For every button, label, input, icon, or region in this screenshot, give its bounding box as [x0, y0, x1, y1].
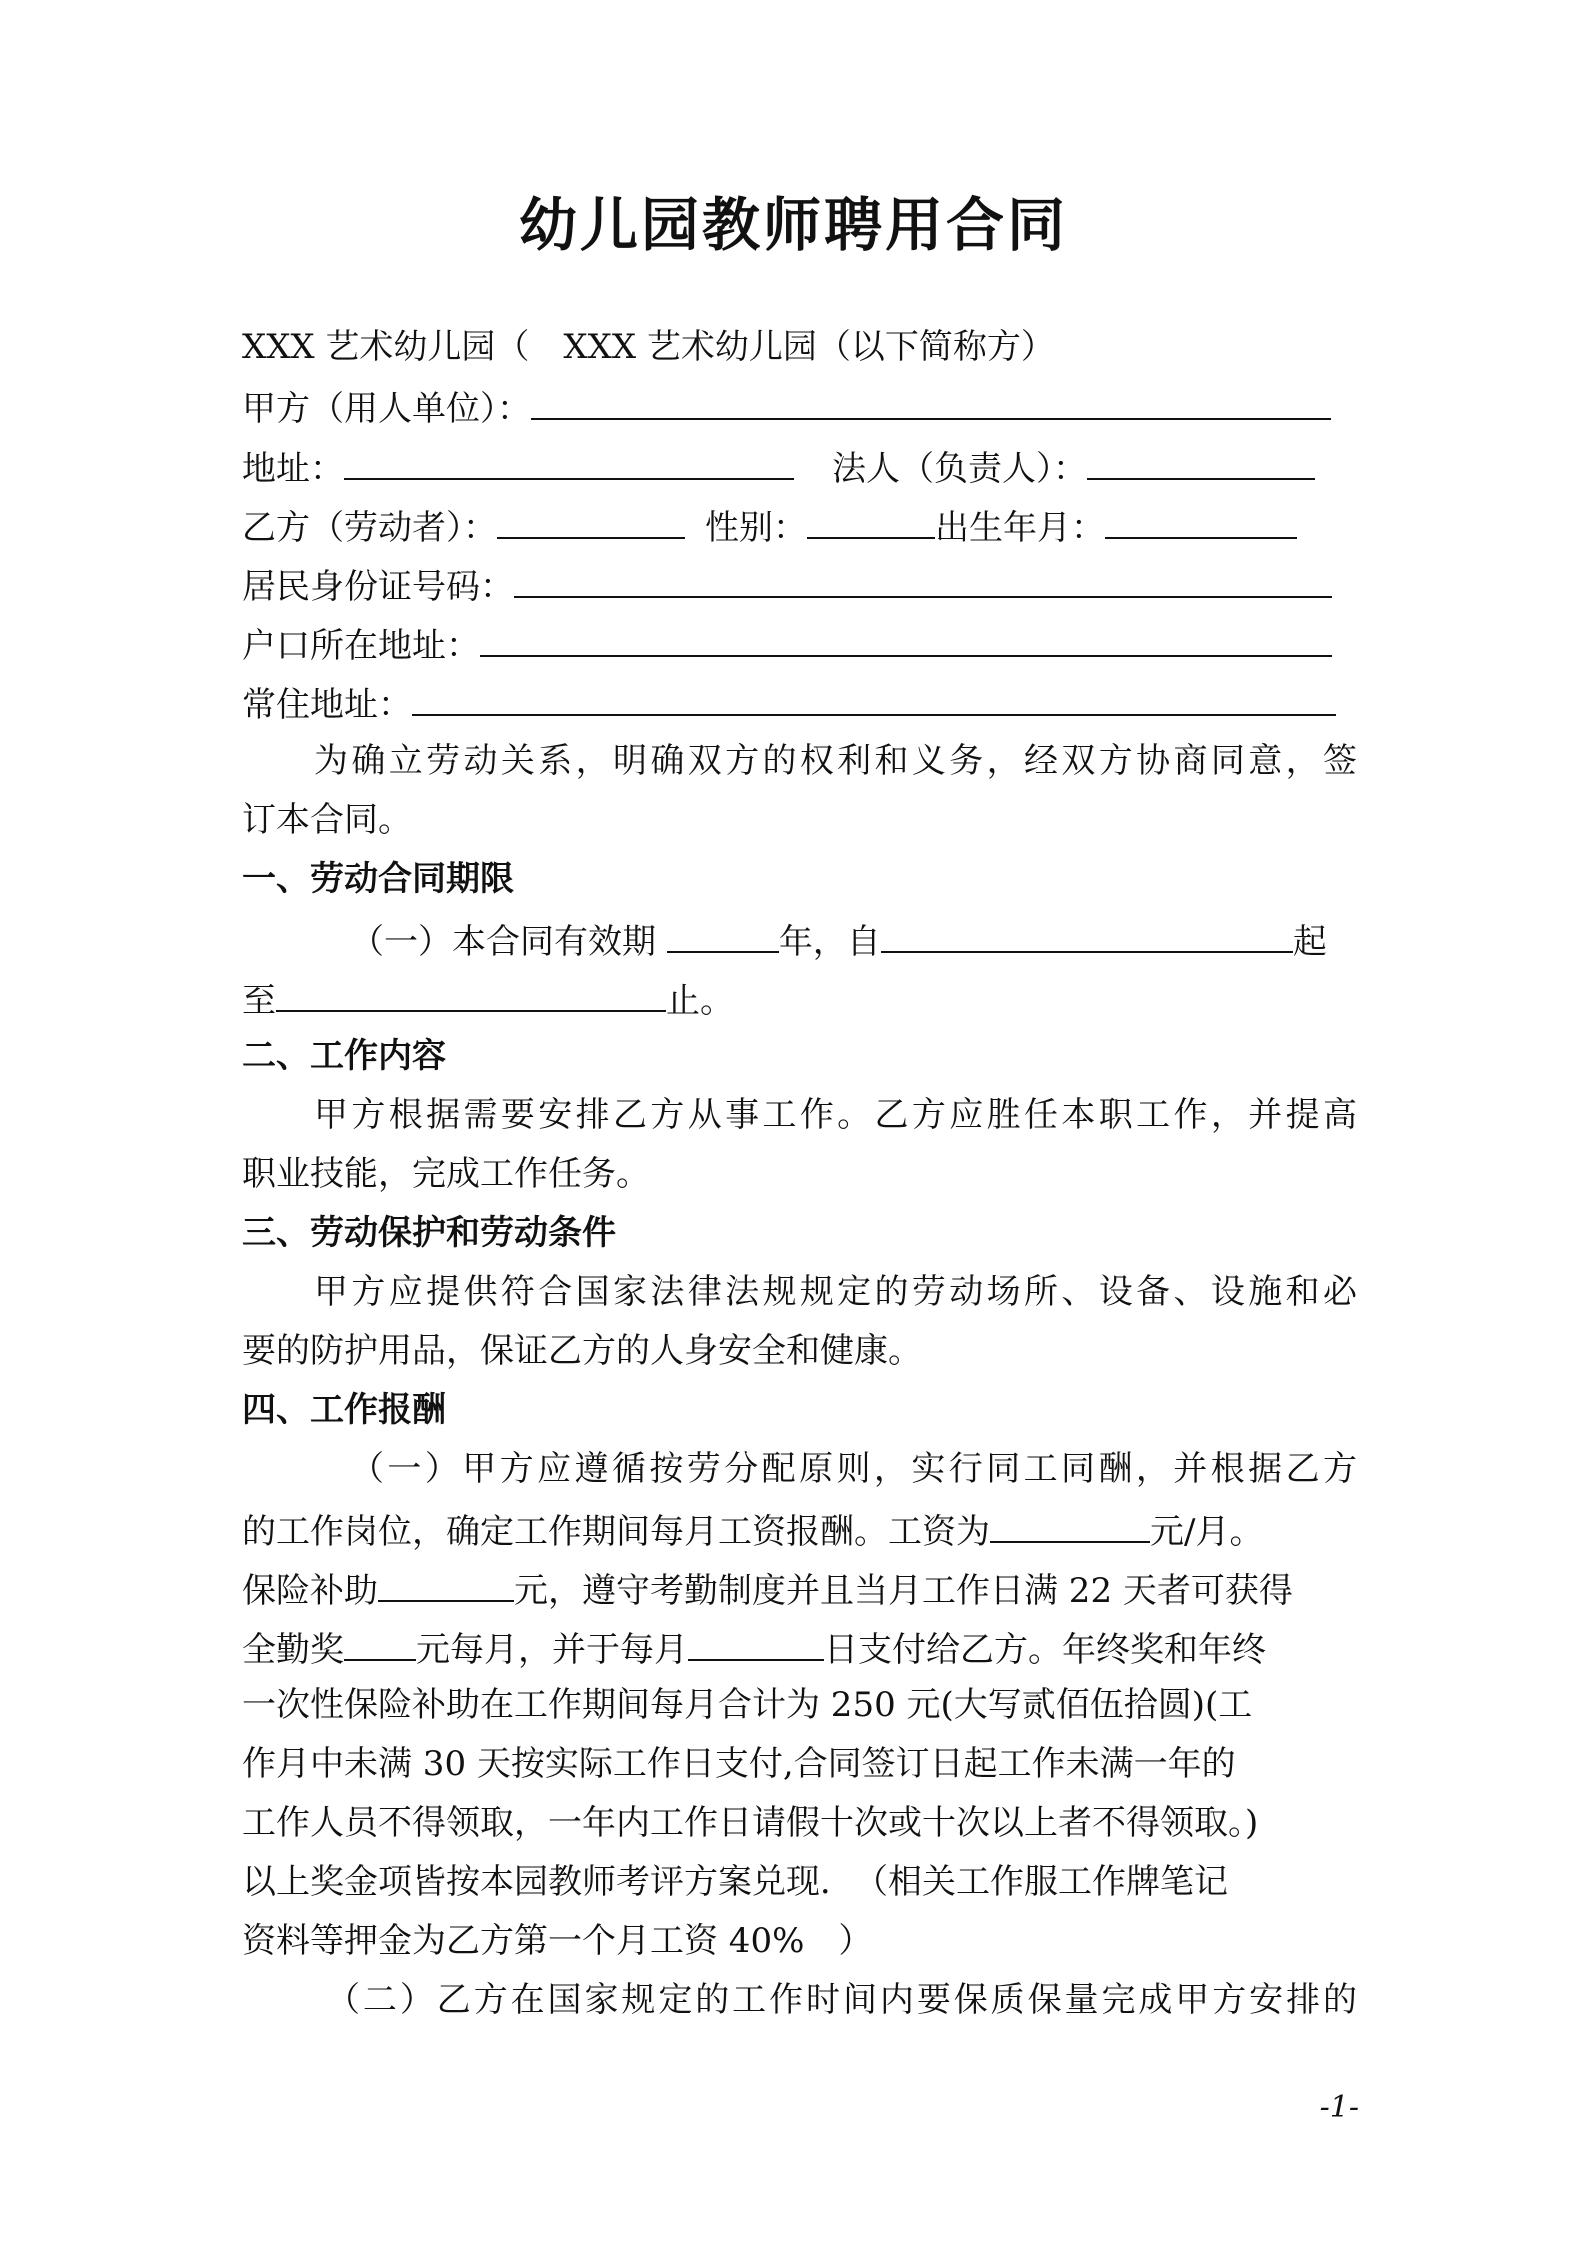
attendance-text: 元每月，并于每月: [416, 1630, 688, 1670]
work-content-line-1: 甲方根据需要安排乙方从事工作。乙方应胜任本职工作，并提高: [314, 1095, 1357, 1135]
party-b-label: 乙方（劳动者）：: [242, 508, 497, 548]
address-label: 地址：: [242, 449, 344, 489]
section-3-heading: 三、劳动保护和劳动条件: [242, 1213, 616, 1253]
term-label: （一）本合同有效期: [350, 922, 667, 962]
id-row: [242, 558, 1357, 608]
pay-line-7: 工作人员不得领取，一年内工作日请假十次或十次以上者不得领取。): [242, 1803, 1259, 1843]
term-line-1: [242, 913, 1357, 963]
salary-unit: 元/月。: [1150, 1512, 1264, 1552]
pay-line-6: 作月中未满 30 天按实际工作日支付,合同签订日起工作未满一年的: [242, 1744, 1236, 1784]
insurance-label: 保险补助: [242, 1571, 378, 1611]
residence-label: 常住地址：: [242, 685, 412, 725]
address-row: [242, 440, 1357, 490]
pay-line-1: （一）甲方应遵循按劳分配原则，实行同工同酬，并根据乙方: [350, 1449, 1357, 1489]
pay-day-text: 日支付给乙方。年终奖和年终: [824, 1630, 1266, 1670]
page-number: -1-: [1319, 2090, 1359, 2125]
attendance-label: 全勤奖: [242, 1630, 344, 1670]
pay-line-8: 以上奖金项皆按本园教师考评方案兑现． （相关工作服工作牌笔记: [242, 1862, 1228, 1902]
party-a-blank: [531, 380, 1331, 420]
household-blank: [480, 617, 1332, 657]
section-2-heading: 二、工作内容: [242, 1036, 446, 1076]
salary-label: 的工作岗位，确定工作期间每月工资报酬。工资为: [242, 1512, 990, 1552]
pay-line-5: 一次性保险补助在工作期间每月合计为 250 元(大写贰佰伍拾圆)(工: [242, 1685, 1253, 1725]
attendance-blank: [344, 1621, 416, 1661]
id-label: 居民身份证号码：: [242, 567, 514, 607]
document-title: 幼儿园教师聘用合同: [518, 191, 1068, 259]
pay-line-2: [242, 1503, 1357, 1553]
household-row: [242, 617, 1357, 667]
term-end-blank: [276, 972, 666, 1012]
legal-rep-label: 法人（负责人）：: [832, 449, 1087, 489]
org-line: XXX 艺术幼儿园（ XXX 艺术幼儿园（以下简称方）: [242, 327, 1055, 367]
term-end-text: 止。: [666, 981, 734, 1021]
pay-day-blank: [688, 1621, 824, 1661]
gender-label: 性别：: [705, 508, 807, 548]
term-start-blank: [881, 913, 1293, 953]
address-blank: [344, 440, 794, 480]
section-4-heading: 四、工作报酬: [242, 1390, 446, 1430]
residence-blank: [412, 676, 1336, 716]
party-b-blank: [497, 499, 685, 539]
residence-row: [242, 676, 1357, 726]
birth-label: 出生年月：: [935, 508, 1105, 548]
legal-rep-blank: [1087, 440, 1315, 480]
term-start-text: 起: [1292, 922, 1327, 962]
gender-blank: [807, 499, 935, 539]
pay-line-9: 资料等押金为乙方第一个月工资 40% ）: [242, 1921, 873, 1961]
household-label: 户口所在地址：: [242, 626, 480, 666]
party-b-row: [242, 499, 1357, 549]
salary-blank: [990, 1503, 1150, 1543]
term-line-2: [242, 972, 1357, 1022]
insurance-blank: [378, 1562, 514, 1602]
term-years-blank: [667, 913, 779, 953]
term-end-label: 至: [242, 981, 276, 1021]
pay-line-4: [242, 1621, 1357, 1671]
work-content-line-2: 职业技能，完成工作任务。: [242, 1154, 650, 1194]
term-years-text: 年，自: [778, 922, 881, 962]
pay-line-3: [242, 1562, 1357, 1612]
id-blank: [514, 558, 1332, 598]
protection-line-2: 要的防护用品，保证乙方的人身安全和健康。: [242, 1331, 922, 1371]
protection-line-1: 甲方应提供符合国家法律法规规定的劳动场所、设备、设施和必: [314, 1272, 1357, 1312]
insurance-text: 元，遵守考勤制度并且当月工作日满 22 天者可获得: [514, 1571, 1293, 1611]
pay-line-10: （二）乙方在国家规定的工作时间内要保质保量完成甲方安排的: [326, 1980, 1357, 2020]
intro-line-1: 为确立劳动关系，明确双方的权利和义务，经双方协商同意，签: [314, 741, 1357, 781]
party-a-row: [242, 380, 1357, 430]
party-a-label: 甲方（用人单位）：: [242, 389, 531, 429]
birth-blank: [1105, 499, 1297, 539]
intro-line-2: 订本合同。: [242, 800, 412, 840]
section-1-heading: 一、劳动合同期限: [242, 859, 514, 899]
